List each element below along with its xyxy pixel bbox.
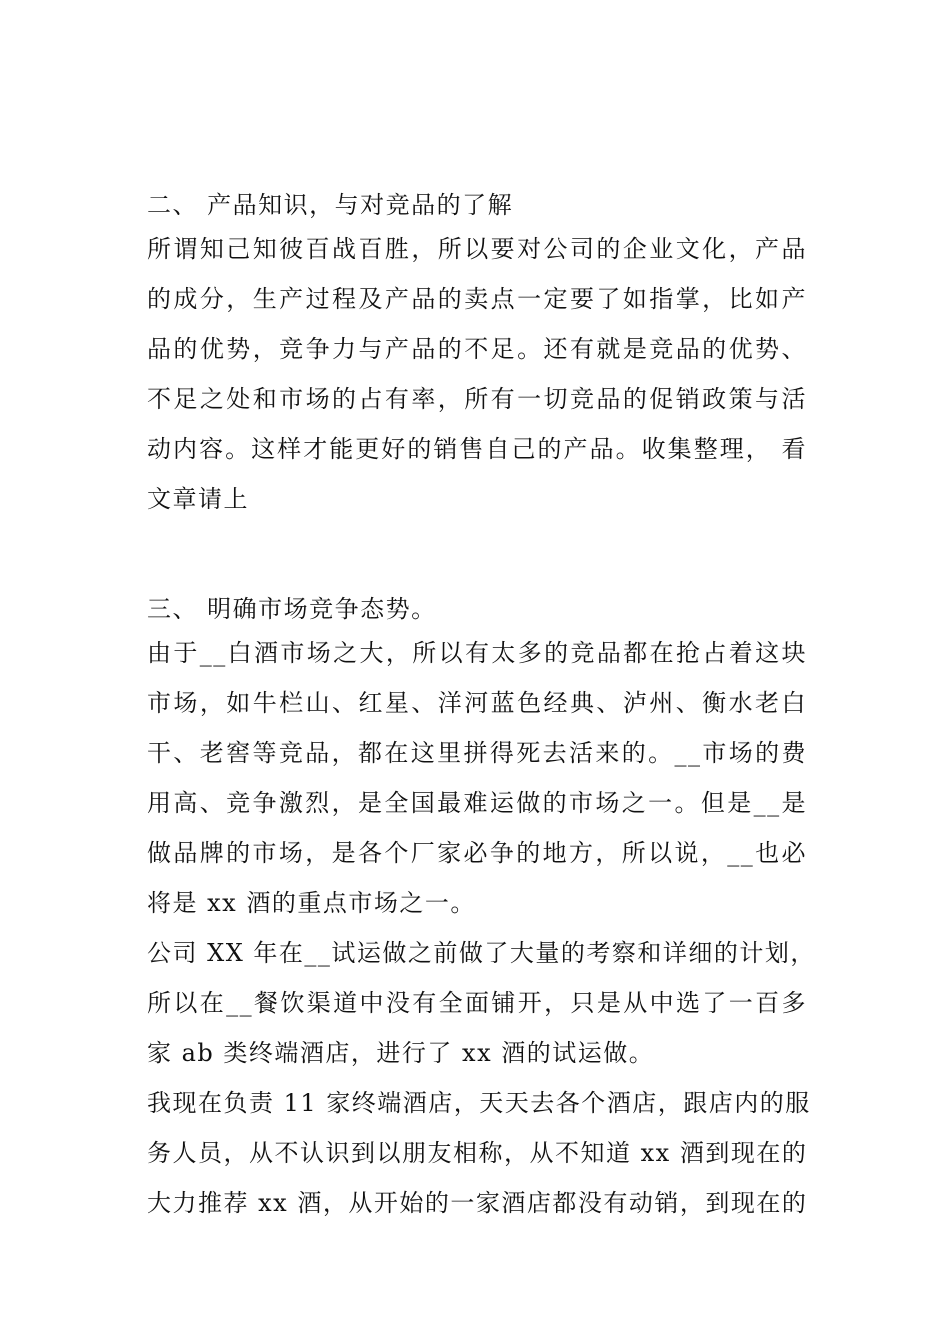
section-3-heading: 三、 明确市场竞争态势。 xyxy=(147,595,437,623)
section-gap xyxy=(147,524,807,584)
section-2-line: 文章请上 xyxy=(147,485,249,513)
document-body xyxy=(147,180,816,1228)
section-3-paragraph-3-line: 务人员，从不认识到以朋友相称，从不知道 xx 酒到现在的 xyxy=(147,1139,808,1167)
section-2-line: 动内容。这样才能更好的销售自己的产品。收集整理， 看 xyxy=(147,435,807,463)
section-3-paragraph-2-line: 家 ab 类终端酒店，进行了 xx 酒的试运做。 xyxy=(147,1039,655,1067)
section-2-line: 的成分，生产过程及产品的卖点一定要了如指掌，比如产 xyxy=(147,285,807,313)
section-3-paragraph-2-line: 所以在__餐饮渠道中没有全面铺开，只是从中选了一百多 xyxy=(147,989,807,1017)
section-2-line: 所谓知己知彼百战百胜，所以要对公司的企业文化，产品 xyxy=(147,235,807,263)
section-3-paragraph-3-line: 大力推荐 xx 酒，从开始的一家酒店都没有动销，到现在的 xyxy=(147,1189,808,1217)
section-3-paragraph-2-line: 公司 XX 年在__试运做之前做了大量的考察和详细的计划， xyxy=(147,939,816,967)
section-3-paragraph-3-line: 我现在负责 11 家终端酒店，天天去各个酒店，跟店内的服 xyxy=(147,1089,811,1117)
section-2-line: 品的优势，竞争力与产品的不足。还有就是竞品的优势、 xyxy=(147,335,807,363)
section-2-heading: 二、 产品知识，与对竞品的了解 xyxy=(147,191,514,219)
section-3-paragraph-1-line: 干、老窖等竞品，都在这里拼得死去活来的。__市场的费 xyxy=(147,739,807,767)
section-2-line: 不足之处和市场的占有率，所有一切竞品的促销政策与活 xyxy=(147,385,807,413)
section-3-paragraph-1-line: 做品牌的市场，是各个厂家必争的地方，所以说，__也必 xyxy=(147,839,807,867)
section-3-paragraph-1-line: 用高、竞争激烈，是全国最难运做的市场之一。但是__是 xyxy=(147,789,807,817)
section-3-paragraph-1-line: 由于__白酒市场之大，所以有太多的竞品都在抢占着这块 xyxy=(147,639,807,667)
section-3-paragraph-1-line: 市场，如牛栏山、红星、洋河蓝色经典、泸州、衡水老白 xyxy=(147,689,807,717)
section-3-paragraph-1-line: 将是 xx 酒的重点市场之一。 xyxy=(147,889,476,917)
